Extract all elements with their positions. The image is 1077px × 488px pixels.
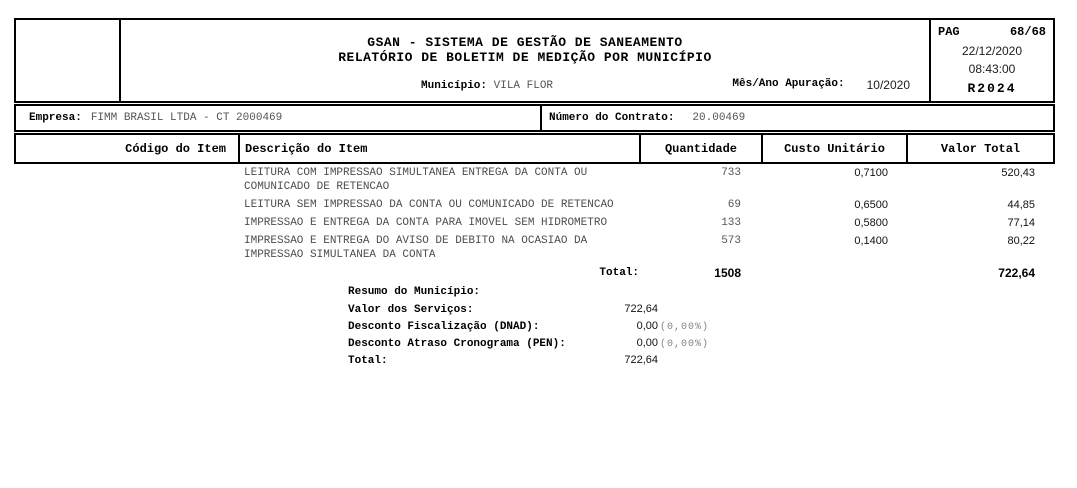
resumo-line <box>348 320 709 337</box>
resumo-line <box>348 303 709 320</box>
cell-descricao: IMPRESSAO E ENTREGA DO AVISO DE DEBITO NA OCASIAO DA IMPRESSAO SIMULTANEA DA CONTA <box>244 235 588 261</box>
table-total-row <box>14 266 1055 280</box>
cell-codigo <box>14 234 240 262</box>
mes-ano-label: Mês/Ano Apuração: <box>732 78 845 90</box>
resumo-value: 0,00 <box>636 337 658 349</box>
empresa-band <box>14 104 1055 132</box>
resumo-label: Desconto Atraso Cronograma (PEN): <box>348 338 566 350</box>
cell-quantidade: 69 <box>727 199 741 211</box>
cell-custo-unitario: 0,6500 <box>854 199 888 211</box>
col-header-quantidade: Quantidade <box>641 135 763 162</box>
municipio-field <box>421 80 553 92</box>
total-valor: 722,64 <box>998 266 1035 280</box>
resumo-percent: (0,00%) <box>660 339 710 350</box>
cell-custo-unitario: 0,1400 <box>854 235 888 247</box>
contrato-label: Número do Contrato: <box>549 112 675 124</box>
cell-codigo <box>14 166 240 194</box>
cell-quantidade: 573 <box>721 235 741 247</box>
page-info-box <box>929 20 1053 101</box>
total-quantidade: 1508 <box>714 266 741 280</box>
report-date: 22/12/2020 <box>961 43 1023 58</box>
municipio-value: VILA FLOR <box>493 80 554 92</box>
empresa-value: FIMM BRASIL LTDA - CT 2000469 <box>90 112 283 124</box>
resumo-title-line <box>348 286 709 303</box>
total-label: Total: <box>599 267 639 279</box>
cell-custo-unitario: 0,5800 <box>854 217 888 229</box>
resumo-section <box>348 286 709 371</box>
resumo-line <box>348 354 709 371</box>
col-header-custo-unitario: Custo Unitário <box>763 135 908 162</box>
header-center <box>121 20 929 101</box>
cell-quantidade: 133 <box>721 217 741 229</box>
pag-value: 68/68 <box>1009 25 1046 39</box>
cell-descricao: LEITURA SEM IMPRESSAO DA CONTA OU COMUNICADO DE RETENCAO <box>244 199 614 211</box>
resumo-value: 722,64 <box>624 303 658 315</box>
pag-label: PAG <box>938 25 960 39</box>
report-code: R2024 <box>967 80 1017 96</box>
logo-placeholder <box>16 20 121 101</box>
resumo-value: 0,00 <box>636 320 658 332</box>
page-number-line <box>938 25 1046 39</box>
report-title-line2: RELATÓRIO DE BOLETIM DE MEDIÇÃO POR MUNICÍPIO <box>338 50 712 65</box>
cell-codigo <box>14 266 240 280</box>
empresa-field <box>16 106 542 130</box>
cell-valor-total: 520,43 <box>1001 167 1035 179</box>
cell-quantidade: 733 <box>721 167 741 179</box>
resumo-label: Total: <box>348 355 388 367</box>
resumo-line <box>348 337 709 354</box>
report-title-line1: GSAN - SISTEMA DE GESTÃO DE SANEAMENTO <box>367 35 683 50</box>
resumo-label: Desconto Fiscalização (DNAD): <box>348 321 540 333</box>
resumo-label: Valor dos Serviços: <box>348 304 474 316</box>
municipio-label: Município: <box>421 80 488 92</box>
resumo-title: Resumo do Município: <box>348 286 481 298</box>
mes-ano-value: 10/2020 <box>866 78 910 92</box>
col-header-codigo: Código do Item <box>16 135 240 162</box>
table-header-row <box>14 133 1055 164</box>
contrato-field <box>542 106 1053 130</box>
cell-custo-unitario: 0,7100 <box>854 167 888 179</box>
cell-custo-unitario <box>763 266 908 280</box>
table-row <box>14 198 1055 212</box>
contrato-value: 20.00469 <box>692 112 746 124</box>
table-body <box>14 166 1055 284</box>
report-header <box>14 18 1055 103</box>
cell-valor-total: 44,85 <box>1007 199 1035 211</box>
table-row <box>14 216 1055 230</box>
cell-codigo <box>14 198 240 212</box>
cell-valor-total: 80,22 <box>1007 235 1035 247</box>
cell-descricao: IMPRESSAO E ENTREGA DA CONTA PARA IMOVEL SEM HIDROMETRO <box>244 217 608 229</box>
mes-ano-field <box>732 78 910 92</box>
table-row <box>14 166 1055 194</box>
cell-descricao: LEITURA COM IMPRESSAO SIMULTANEA ENTREGA DA CONTA OU COMUNICADO DE RETENCAO <box>244 167 588 193</box>
cell-codigo <box>14 216 240 230</box>
resumo-value: 722,64 <box>624 354 658 366</box>
resumo-percent: (0,00%) <box>660 322 710 333</box>
report-titles <box>121 20 929 65</box>
cell-valor-total: 77,14 <box>1007 217 1035 229</box>
table-row <box>14 234 1055 262</box>
empresa-label: Empresa: <box>29 112 82 124</box>
col-header-valor-total: Valor Total <box>940 141 1021 156</box>
col-header-descricao: Descrição do Item <box>240 135 641 162</box>
report-time: 08:43:00 <box>968 62 1016 77</box>
